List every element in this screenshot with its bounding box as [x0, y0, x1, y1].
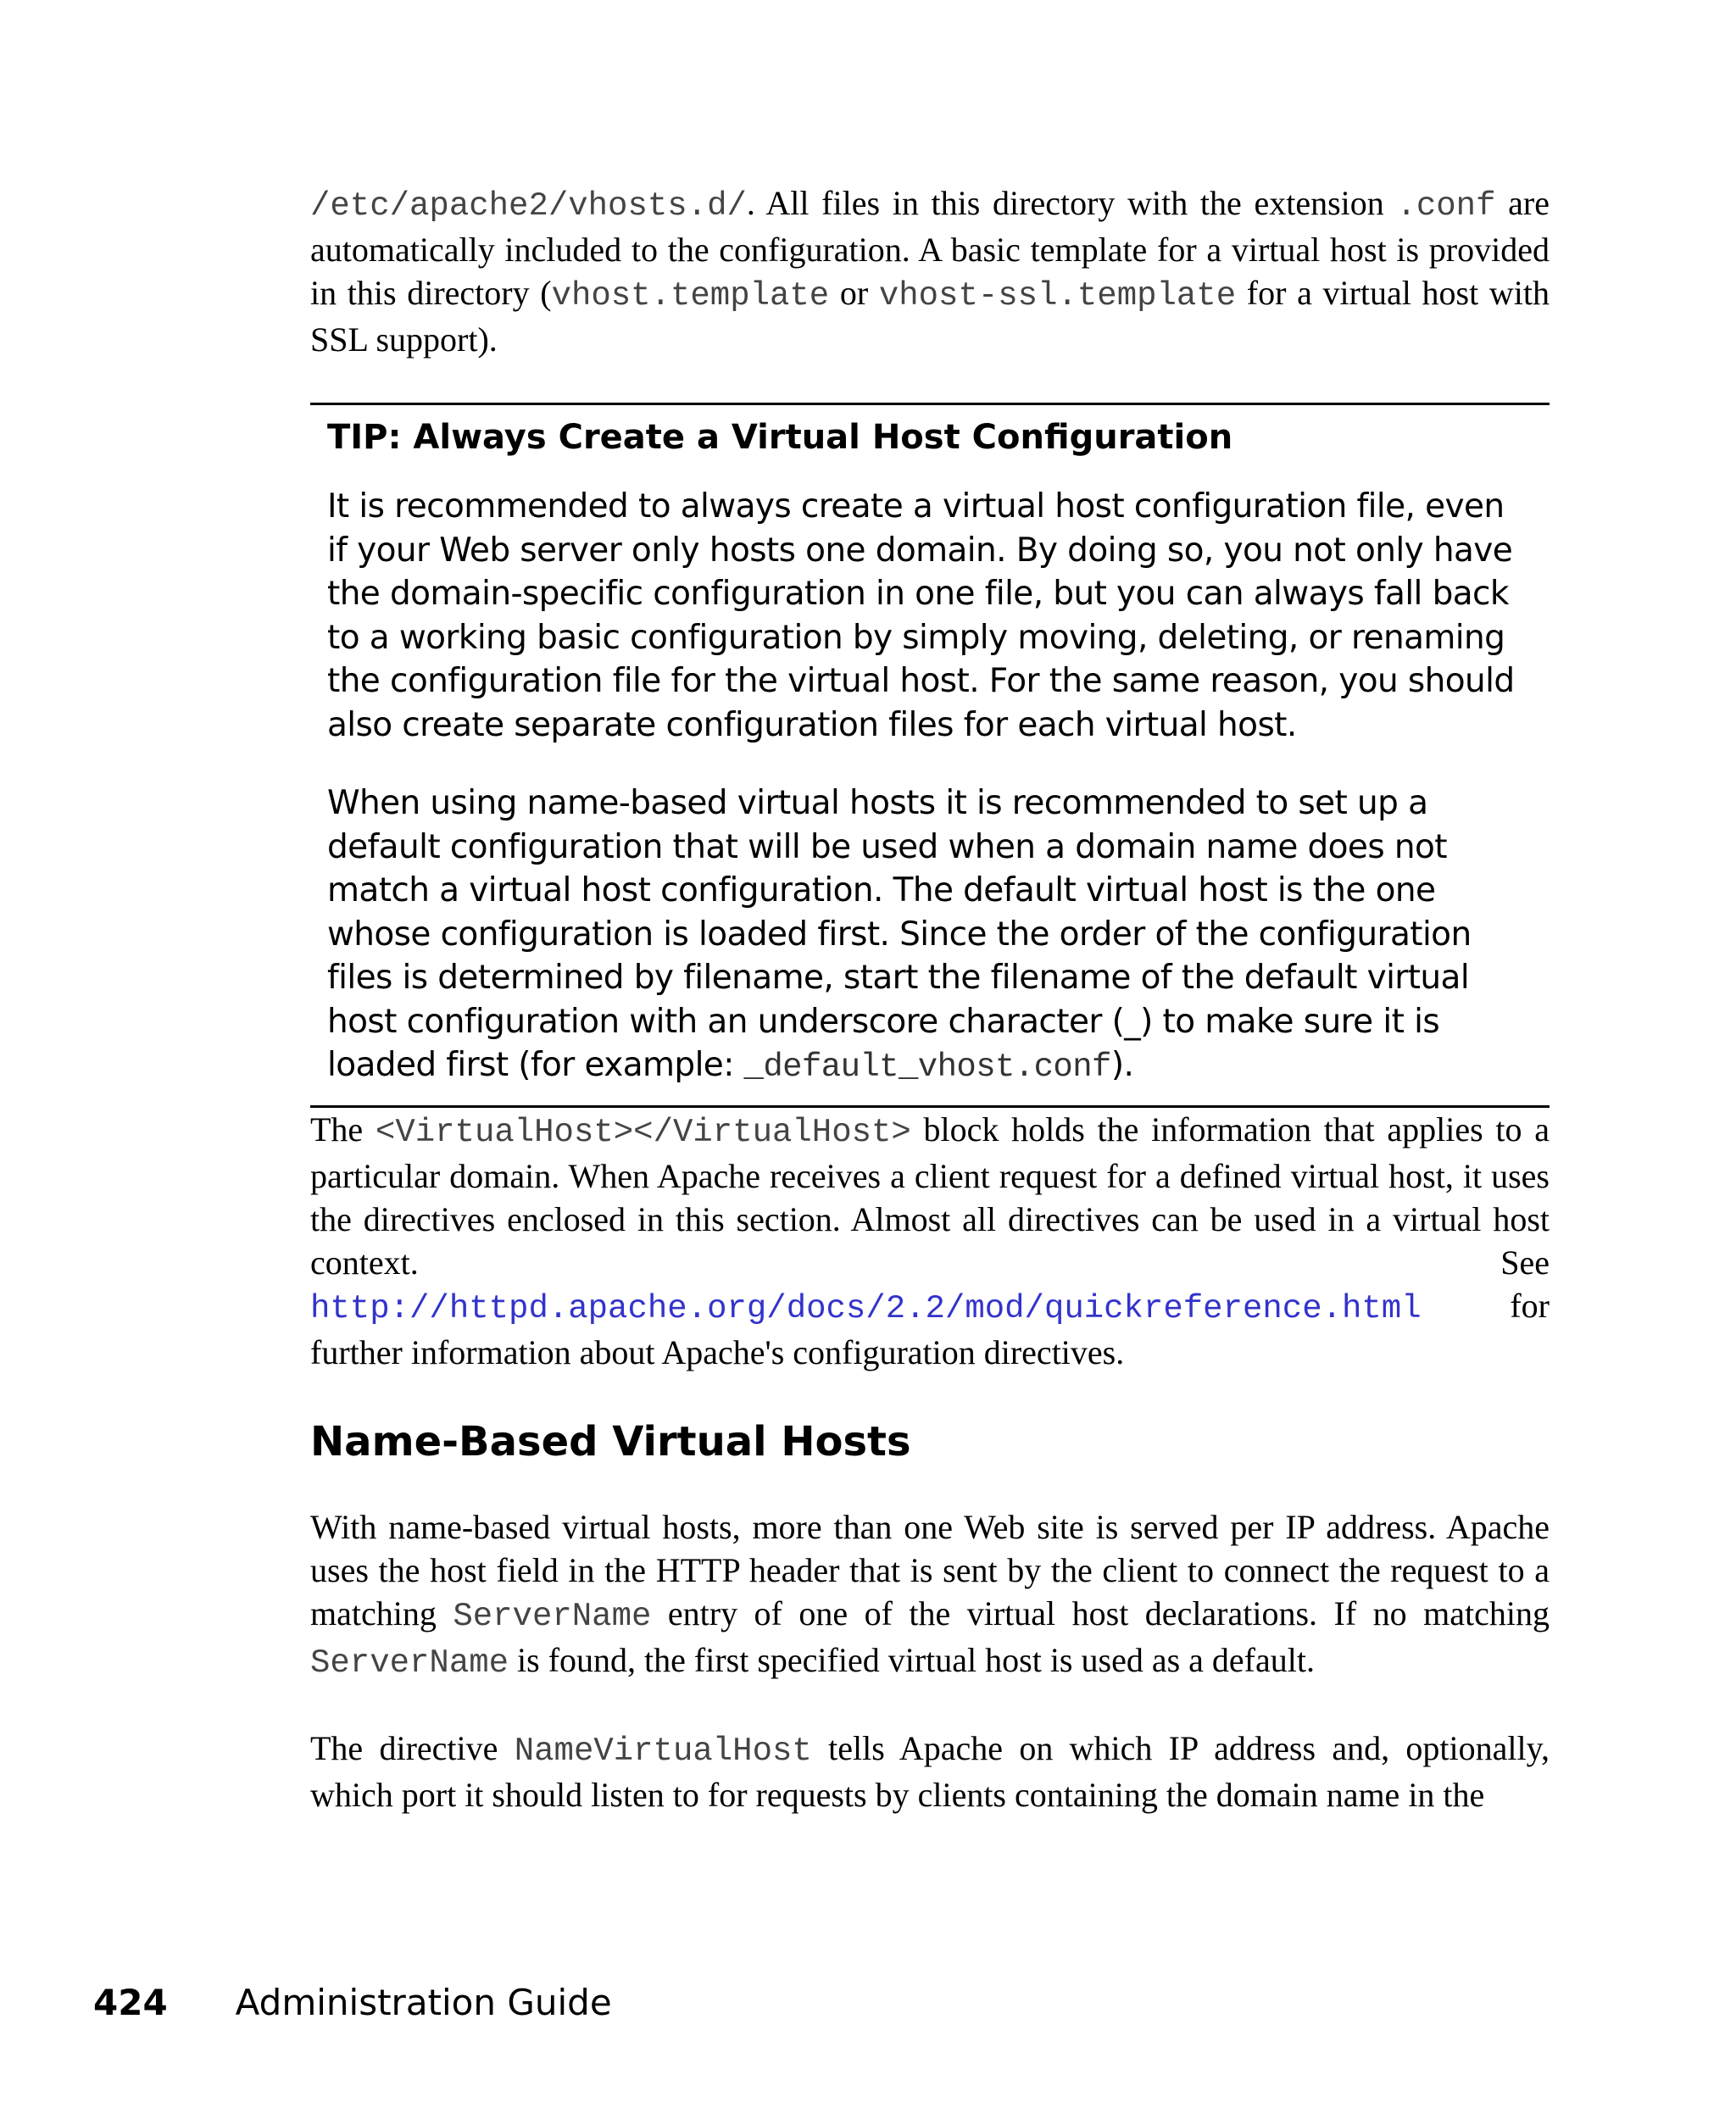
- tip-paragraph-1: It is recommended to always create a virtual host configuration file, even if your Web server only hosts one domain. By doing so, you not only have the domain-specific configuration in one file, but you can always fall back to a working basic configuration by simply moving, deleting, or renaming the configuration file for the virtual host. For the same reason, you should also create separate configuration files for each virtual host.: [327, 487, 1515, 744]
- vhost-text-2: block holds the information that applies to a particular domain. When Apache receives a client request for a defined virtual host, it uses the directives enclosed in this section. Almost all directives can be used in a virtual host context. See: [310, 1110, 1550, 1282]
- page-number: 424: [93, 1982, 168, 2023]
- tip-box: [310, 403, 1550, 1108]
- page-footer: [93, 1979, 612, 2027]
- vhost-ssl-template-filename: vhost-ssl.template: [878, 277, 1237, 314]
- nb2-text-1: The directive: [310, 1728, 515, 1767]
- vhost-text-3: for further information about Apache's configuration directives.: [310, 1286, 1550, 1371]
- nb-text-2: entry of one of the virtual host declarations. If no matching: [651, 1594, 1550, 1632]
- conf-extension: .conf: [1396, 187, 1496, 225]
- tip-paragraph-2-text: When using name-based virtual hosts it is recommended to set up a default configuration that will be used when a domain name does not match a virtual host configuration. The default virtual host is the one whose configuration is loaded first. Since the order of the configuration files is determined by filename, start the filename of the default virtual host configuration with an underscore character (_) to make sure it is loaded first (for example:: [327, 784, 1472, 1084]
- nb2-text-2: tells Apache on which IP address and, optionally, which port it should listen to for requests by clients containing the domain name in the: [310, 1728, 1550, 1814]
- virtualhost-paragraph: [310, 1108, 1550, 1374]
- nb-text-3: is found, the first specified virtual host is used as a default.: [509, 1640, 1315, 1679]
- namevirtualhost-code: NameVirtualHost: [514, 1732, 812, 1770]
- intro-text-4: for a virtual host with SSL support).: [310, 274, 1550, 359]
- default-vhost-filename: _default_vhost.conf: [743, 1048, 1111, 1086]
- section-heading: Name-Based Virtual Hosts: [310, 1417, 911, 1466]
- nb-text-1: With name-based virtual hosts, more than one Web site is served per IP address. Apache uses the host field in the HTTP header that is sent by the client to connect the request to a matching: [310, 1507, 1550, 1632]
- name-based-paragraph-2: [310, 1727, 1550, 1816]
- intro-text-2: are automatically included to the configuration. A basic template for a virtual host is provided in this directory (: [310, 184, 1550, 312]
- tip-paragraph-2: [327, 781, 1533, 1090]
- tip-title: TIP: Always Create a Virtual Host Configuration: [327, 418, 1233, 457]
- apache-quickreference-link[interactable]: http://httpd.apache.org/docs/2.2/mod/quickreference.html: [310, 1289, 1422, 1327]
- vhost-template-filename: vhost.template: [551, 277, 830, 314]
- vhost-text-1: The: [310, 1110, 376, 1149]
- virtualhost-block-code: <VirtualHost></VirtualHost>: [375, 1113, 911, 1151]
- tip-paragraph-2-end: ).: [1110, 1046, 1134, 1084]
- vhosts-path: /etc/apache2/vhosts.d/: [310, 187, 747, 225]
- intro-text-1: . All files in this directory with the extension: [746, 184, 1397, 222]
- servername-code-2: ServerName: [310, 1644, 509, 1682]
- intro-paragraph: [310, 181, 1550, 361]
- footer-title: Administration Guide: [235, 1982, 612, 2023]
- intro-text-3: or: [829, 274, 879, 312]
- servername-code-1: ServerName: [453, 1597, 652, 1635]
- page-content: [310, 181, 1550, 1816]
- name-based-paragraph-1: [310, 1505, 1550, 1685]
